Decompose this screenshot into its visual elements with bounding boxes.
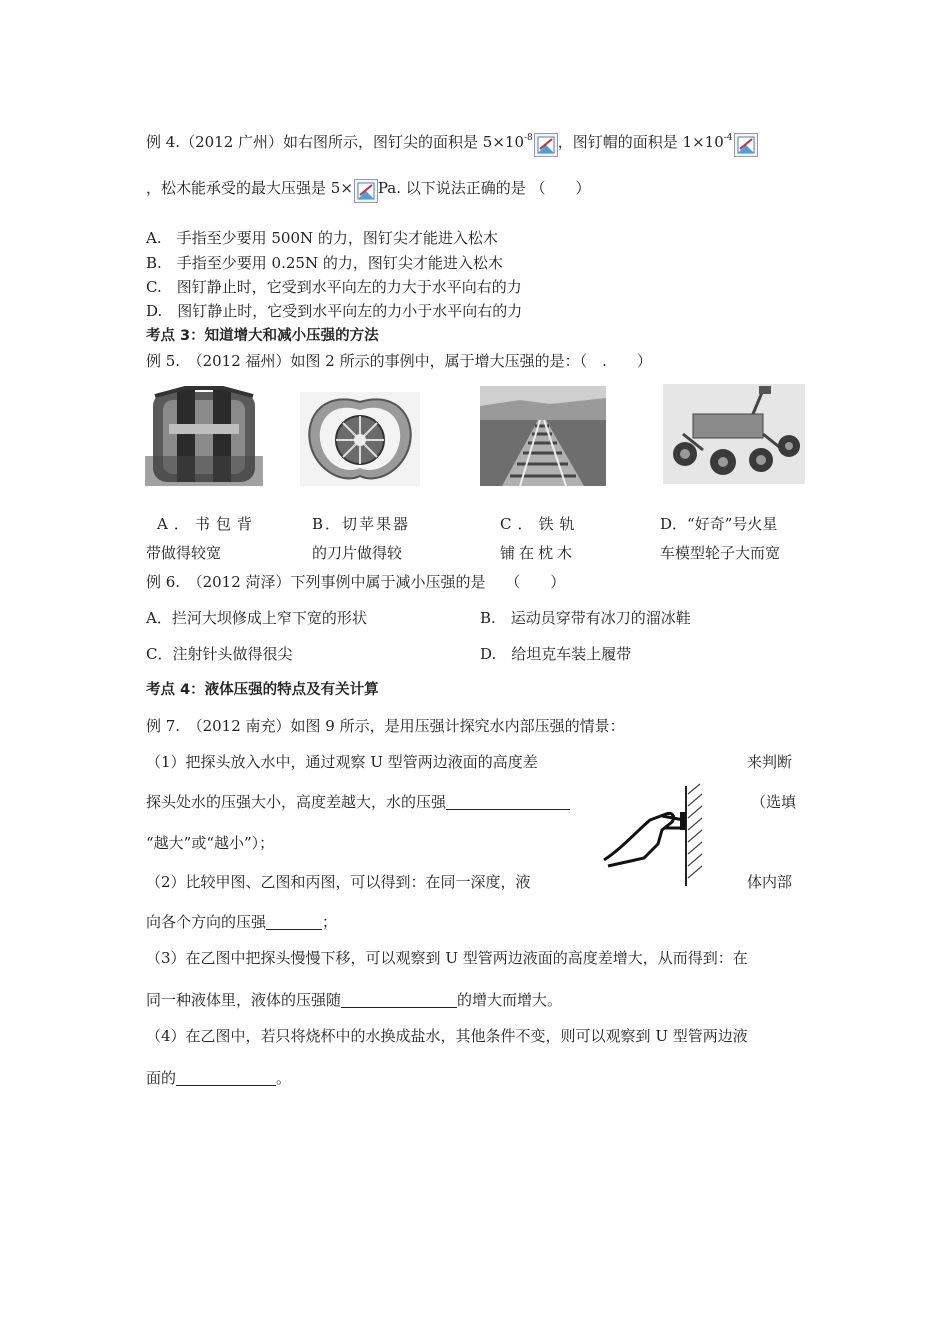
ex4-exponent-2: -4 <box>723 133 733 143</box>
keypoint-4-heading: 考点 4：液体压强的特点及有关计算 <box>146 682 379 698</box>
ex5-caption-a-line2: 带做得较宽 <box>146 544 222 562</box>
answer-blank-1[interactable] <box>446 793 570 810</box>
ex7-q4-line1: （4）在乙图中，若只将烧杯中的水换成盐水，其他条件不变，则可以观察到 U 型管两边液 <box>146 1027 748 1045</box>
ex7-q3-text: 同一种液体里，液体的压强随 <box>146 991 342 1009</box>
ex7-q2-line1: （2）比较甲图、乙图和丙图，可以得到：在同一深度，液 <box>146 873 531 891</box>
ex7-q3-line1: （3）在乙图中把探头慢慢下移，可以观察到 U 型管两边液面的高度差增大，从而得到：在 <box>146 949 748 967</box>
ex4-option-a: A. 手指至少要用 500N 的力，图钉尖才能进入松木 <box>146 229 498 247</box>
ex5-caption-d-line1: D．“好奇”号火星 <box>660 515 778 533</box>
ex5-caption-b-line1: B．切苹果器 <box>312 515 411 533</box>
ex7-q2-text: 向各个方向的压强 <box>146 913 267 931</box>
ex4-text-b: ，图钉帽的面积是 1×10 <box>557 133 724 151</box>
ex7-q2-line2 <box>146 912 337 932</box>
ex7-q2-end: ； <box>322 913 338 931</box>
ex6-option-a: A．拦河大坝修成上窄下宽的形状 <box>146 609 367 627</box>
ex6-option-b: B. 运动员穿带有冰刀的溜冰鞋 <box>480 609 691 627</box>
ex4-line2 <box>146 178 591 203</box>
broken-image-icon <box>354 179 378 203</box>
pressure-probe-figure <box>600 782 720 888</box>
answer-blank-2[interactable] <box>266 913 322 930</box>
ex7-q1-line2-end: （选填 <box>751 793 797 811</box>
ex7-q4-end: 。 <box>276 1069 292 1087</box>
ex7-q3-end: 的增大而增大。 <box>457 991 563 1009</box>
ex4-exponent-1: -8 <box>524 133 533 143</box>
ex7-q1-line2 <box>146 792 570 812</box>
keypoint-3-heading: 考点 3：知道增大和减小压强的方法 <box>146 328 379 344</box>
ex7-q1-line1: （1）把探头放入水中，通过观察 U 型管两边液面的高度差 <box>146 753 538 771</box>
ex5-caption-c-line1: C．铁轨 <box>500 515 581 533</box>
ex4-text-c: ，松木能承受的最大压强是 5× <box>146 179 353 197</box>
ex6-option-c: C．注射针头做得很尖 <box>146 645 293 663</box>
ex6-option-d: D. 给坦克车装上履带 <box>480 645 632 663</box>
ex7-q1-text: 探头处水的压强大小，高度差越大，水的压强 <box>146 793 447 811</box>
ex5-caption-a-line1: A．书包背 <box>157 515 258 533</box>
railway-image <box>480 386 606 486</box>
ex4-line1 <box>146 128 758 157</box>
ex7-question: 例 7. （2012 南充）如图 9 所示，是用压强计探究水内部压强的情景： <box>146 717 625 735</box>
ex4-option-c: C. 图钉静止时，它受到水平向左的力大于水平向右的力 <box>146 278 522 296</box>
ex5-caption-d-line2: 车模型轮子大而宽 <box>660 544 781 562</box>
ex4-option-b: B. 手指至少要用 0.25N 的力，图钉尖才能进入松木 <box>146 254 503 272</box>
ex7-q1-line3: “越大”或“越小”）； <box>146 834 275 852</box>
ex4-text-a: 例 4.（2012 广州）如右图所示，图钉尖的面积是 5×10 <box>146 133 524 151</box>
ex4-text-d: Pa. 以下说法正确的是 （ ） <box>377 179 591 197</box>
apple-slicer-image <box>300 392 420 486</box>
ex5-question: 例 5. （2012 福州）如图 2 所示的事例中，属于增大压强的是：（ . ） <box>146 352 652 370</box>
ex7-q2-line1-end: 体内部 <box>747 873 793 891</box>
backpack-image <box>145 386 263 486</box>
ex7-q1-line1-end: 来判断 <box>747 753 793 771</box>
ex7-q4-line2 <box>146 1068 291 1088</box>
broken-image-icon <box>534 133 558 157</box>
ex7-q4-text: 面的 <box>146 1069 177 1087</box>
ex5-caption-b-line2: 的刀片做得较 <box>312 544 403 562</box>
ex4-option-d: D. 图钉静止时，它受到水平向左的力小于水平向右的力 <box>146 302 523 320</box>
answer-blank-3[interactable] <box>341 991 457 1008</box>
answer-blank-4[interactable] <box>176 1069 276 1086</box>
ex6-question: 例 6. （2012 菏泽）下列事例中属于减小压强的是 （ ） <box>146 573 566 591</box>
ex7-q3-line2 <box>146 990 562 1010</box>
ex5-caption-c-line2: 铺在枕木 <box>500 544 577 562</box>
broken-image-icon <box>734 133 758 157</box>
mars-rover-image <box>663 384 805 484</box>
